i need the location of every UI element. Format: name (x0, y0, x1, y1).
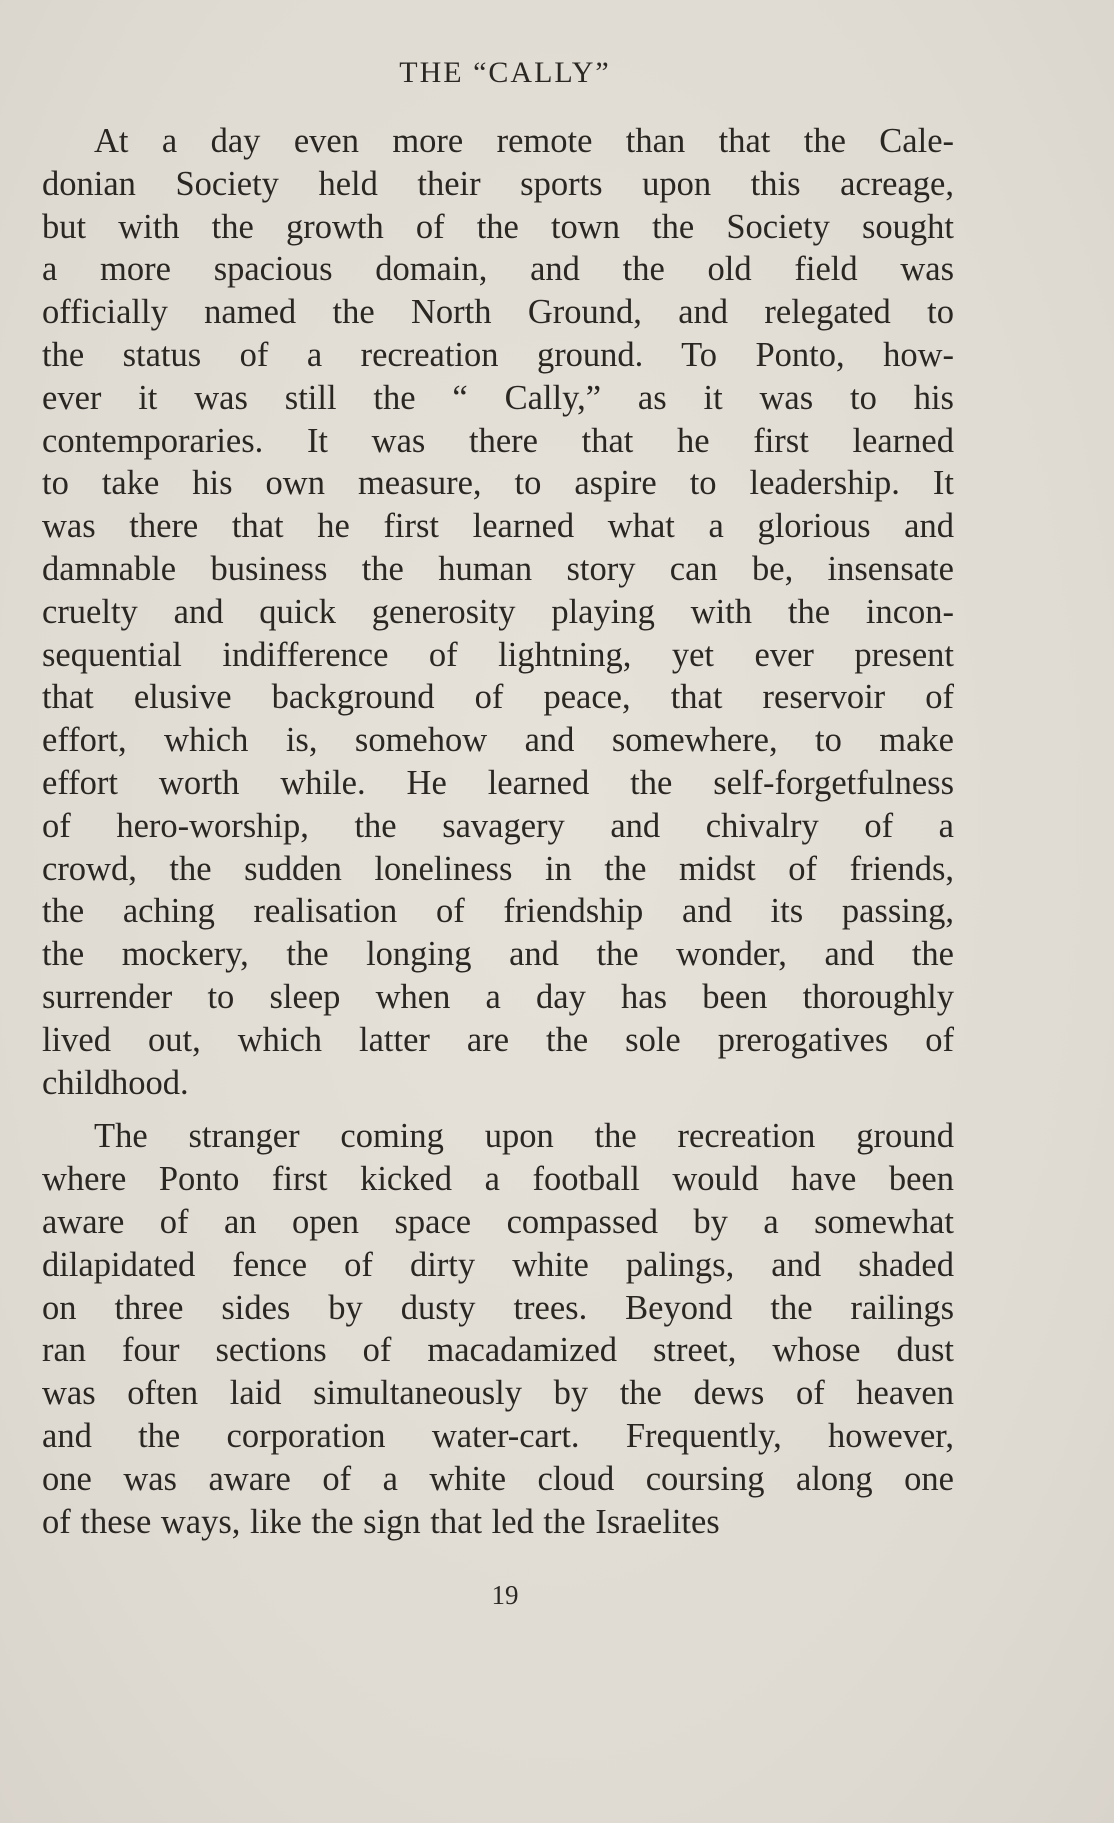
text-line: officially named the North Ground, and relegated to (42, 293, 954, 332)
text-line: dilapidated fence of dirty white palings, and shaded (42, 1245, 954, 1284)
text-line: aware of an open space compassed by a somewhat (42, 1202, 954, 1241)
text-line: ever it was still the “ Cally,” as it was to his (42, 378, 954, 417)
running-head: THE “CALLY” (399, 56, 611, 89)
text-line: of these ways, like the sign that led the Israelites (42, 1502, 720, 1541)
text-line: the mockery, the longing and the wonder, and the (42, 935, 954, 974)
text-line: the aching realisation of friendship and its passing, (42, 892, 954, 931)
text-line: contemporaries. It was there that he first learned (42, 421, 954, 460)
body-text (42, 120, 954, 1543)
text-line: damnable business the human story can be, insensate (42, 549, 954, 588)
text-line: but with the growth of the town the Society sought (42, 207, 954, 246)
text-line: At a day even more remote than that the Cale- (94, 122, 954, 160)
page-number: 19 (491, 1580, 519, 1610)
text-line: crowd, the sudden loneliness in the midst of friends, (42, 849, 954, 888)
text-line: that elusive background of peace, that reservoir of (42, 678, 954, 717)
text-line: of hero-worship, the savagery and chivalry of a (42, 806, 954, 845)
text-line: one was aware of a white cloud coursing along one (42, 1459, 954, 1498)
paragraph-1 (42, 120, 954, 1104)
text-line: The stranger coming upon the recreation ground (94, 1117, 954, 1156)
text-line: lived out, which latter are the sole prerogatives of (42, 1020, 954, 1059)
text-line: effort, which is, somehow and somewhere, to make (42, 721, 954, 760)
text-line: the status of a recreation ground. To Ponto, how- (42, 335, 954, 374)
text-line: childhood. (42, 1063, 189, 1102)
text-line: cruelty and quick generosity playing with the incon- (42, 592, 954, 631)
text-line: and the corporation water-cart. Frequently, however, (42, 1416, 954, 1455)
text-line: sequential indifference of lightning, yet ever present (42, 635, 954, 674)
text-line: where Ponto first kicked a football would have been (42, 1160, 954, 1199)
text-line: donian Society held their sports upon this acreage, (42, 164, 954, 203)
text-line: surrender to sleep when a day has been thoroughly (42, 977, 954, 1016)
text-line: ran four sections of macadamized street, whose dust (42, 1331, 954, 1370)
text-line: was often laid simultaneously by the dews of heaven (42, 1374, 954, 1413)
text-line: effort worth while. He learned the self-forgetfulness (42, 763, 954, 802)
text-line: was there that he first learned what a glorious and (42, 507, 954, 546)
text-line: a more spacious domain, and the old field was (42, 250, 954, 289)
paragraph-2 (42, 1115, 954, 1543)
text-line: to take his own measure, to aspire to leadership. It (42, 464, 954, 503)
text-line: on three sides by dusty trees. Beyond the railings (42, 1288, 954, 1327)
